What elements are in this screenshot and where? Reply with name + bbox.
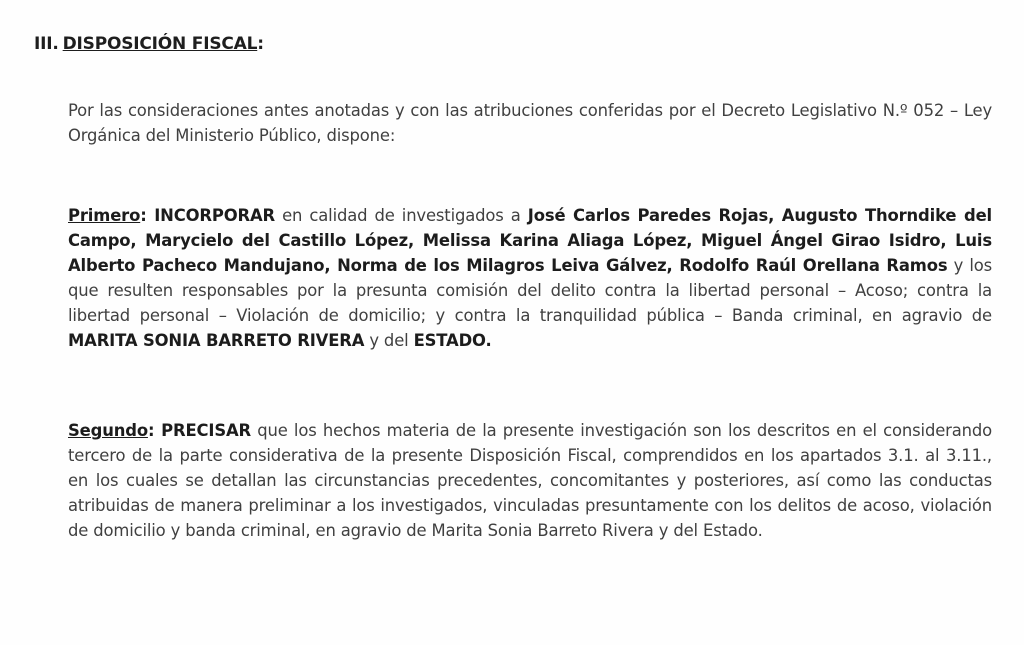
victim-name: MARITA SONIA BARRETO RIVERA	[68, 331, 365, 350]
primero-text-1: en calidad de investigados a	[275, 206, 528, 225]
primero-label: Primero	[68, 206, 141, 225]
primero-separator: :	[140, 206, 155, 225]
intro-paragraph	[68, 98, 992, 148]
segundo-separator: :	[147, 421, 162, 440]
primero-end: .	[485, 331, 492, 350]
segundo-text: que los hechos materia de la presente investigación son los descritos en el considerando tercero de la parte considerativa de la presente Disposición Fiscal, comprendidos en los apartados 3.1. al 3.11., en los cuales se detallan las circunstancias precedentes, concomitantes y posteriores, así como las conductas atribuidas de manera preliminar a los investigados, vinculadas presuntamente con los delitos de acoso, violación de domicilio y banda criminal, en agravio de Marita Sonia Barreto Rivera y del Estado.	[68, 421, 992, 540]
section-title: DISPOSICIÓN FISCAL	[62, 34, 258, 54]
primero-paragraph	[68, 203, 992, 353]
intro-text: Por las consideraciones antes anotadas y con las atribuciones conferidas por el Decreto Legislativo N.º 052 – Ley Orgánica del Ministerio Público, dispone:	[68, 101, 992, 145]
segundo-paragraph	[68, 418, 992, 543]
segundo-label: Segundo	[68, 421, 148, 440]
primero-verb: INCORPORAR	[154, 206, 276, 225]
section-colon: :	[257, 34, 264, 54]
section-number: III.	[34, 34, 59, 54]
primero-text-3: y del	[364, 331, 414, 350]
investigated-names: José Carlos Paredes Rojas, Augusto Thorndike del Campo, Marycielo del Castillo López, Melissa Karina Aliaga López, Miguel Ángel Girao Isidro, Luis Alberto Pacheco Mandujano, Norma de los Milagros Leiva Gálvez, Rodolfo Raúl Orellana Ramos	[68, 206, 993, 275]
primero-text-2: y los que resulten responsables por la presunta comisión del delito contra la libertad personal – Acoso; contra la libertad personal – Violación de domicilio; y contra la tranquilidad pública – Banda criminal, en agravio de	[68, 256, 992, 325]
section-heading	[34, 34, 264, 54]
segundo-verb: PRECISAR	[161, 421, 251, 440]
estado-label: ESTADO	[413, 331, 486, 350]
